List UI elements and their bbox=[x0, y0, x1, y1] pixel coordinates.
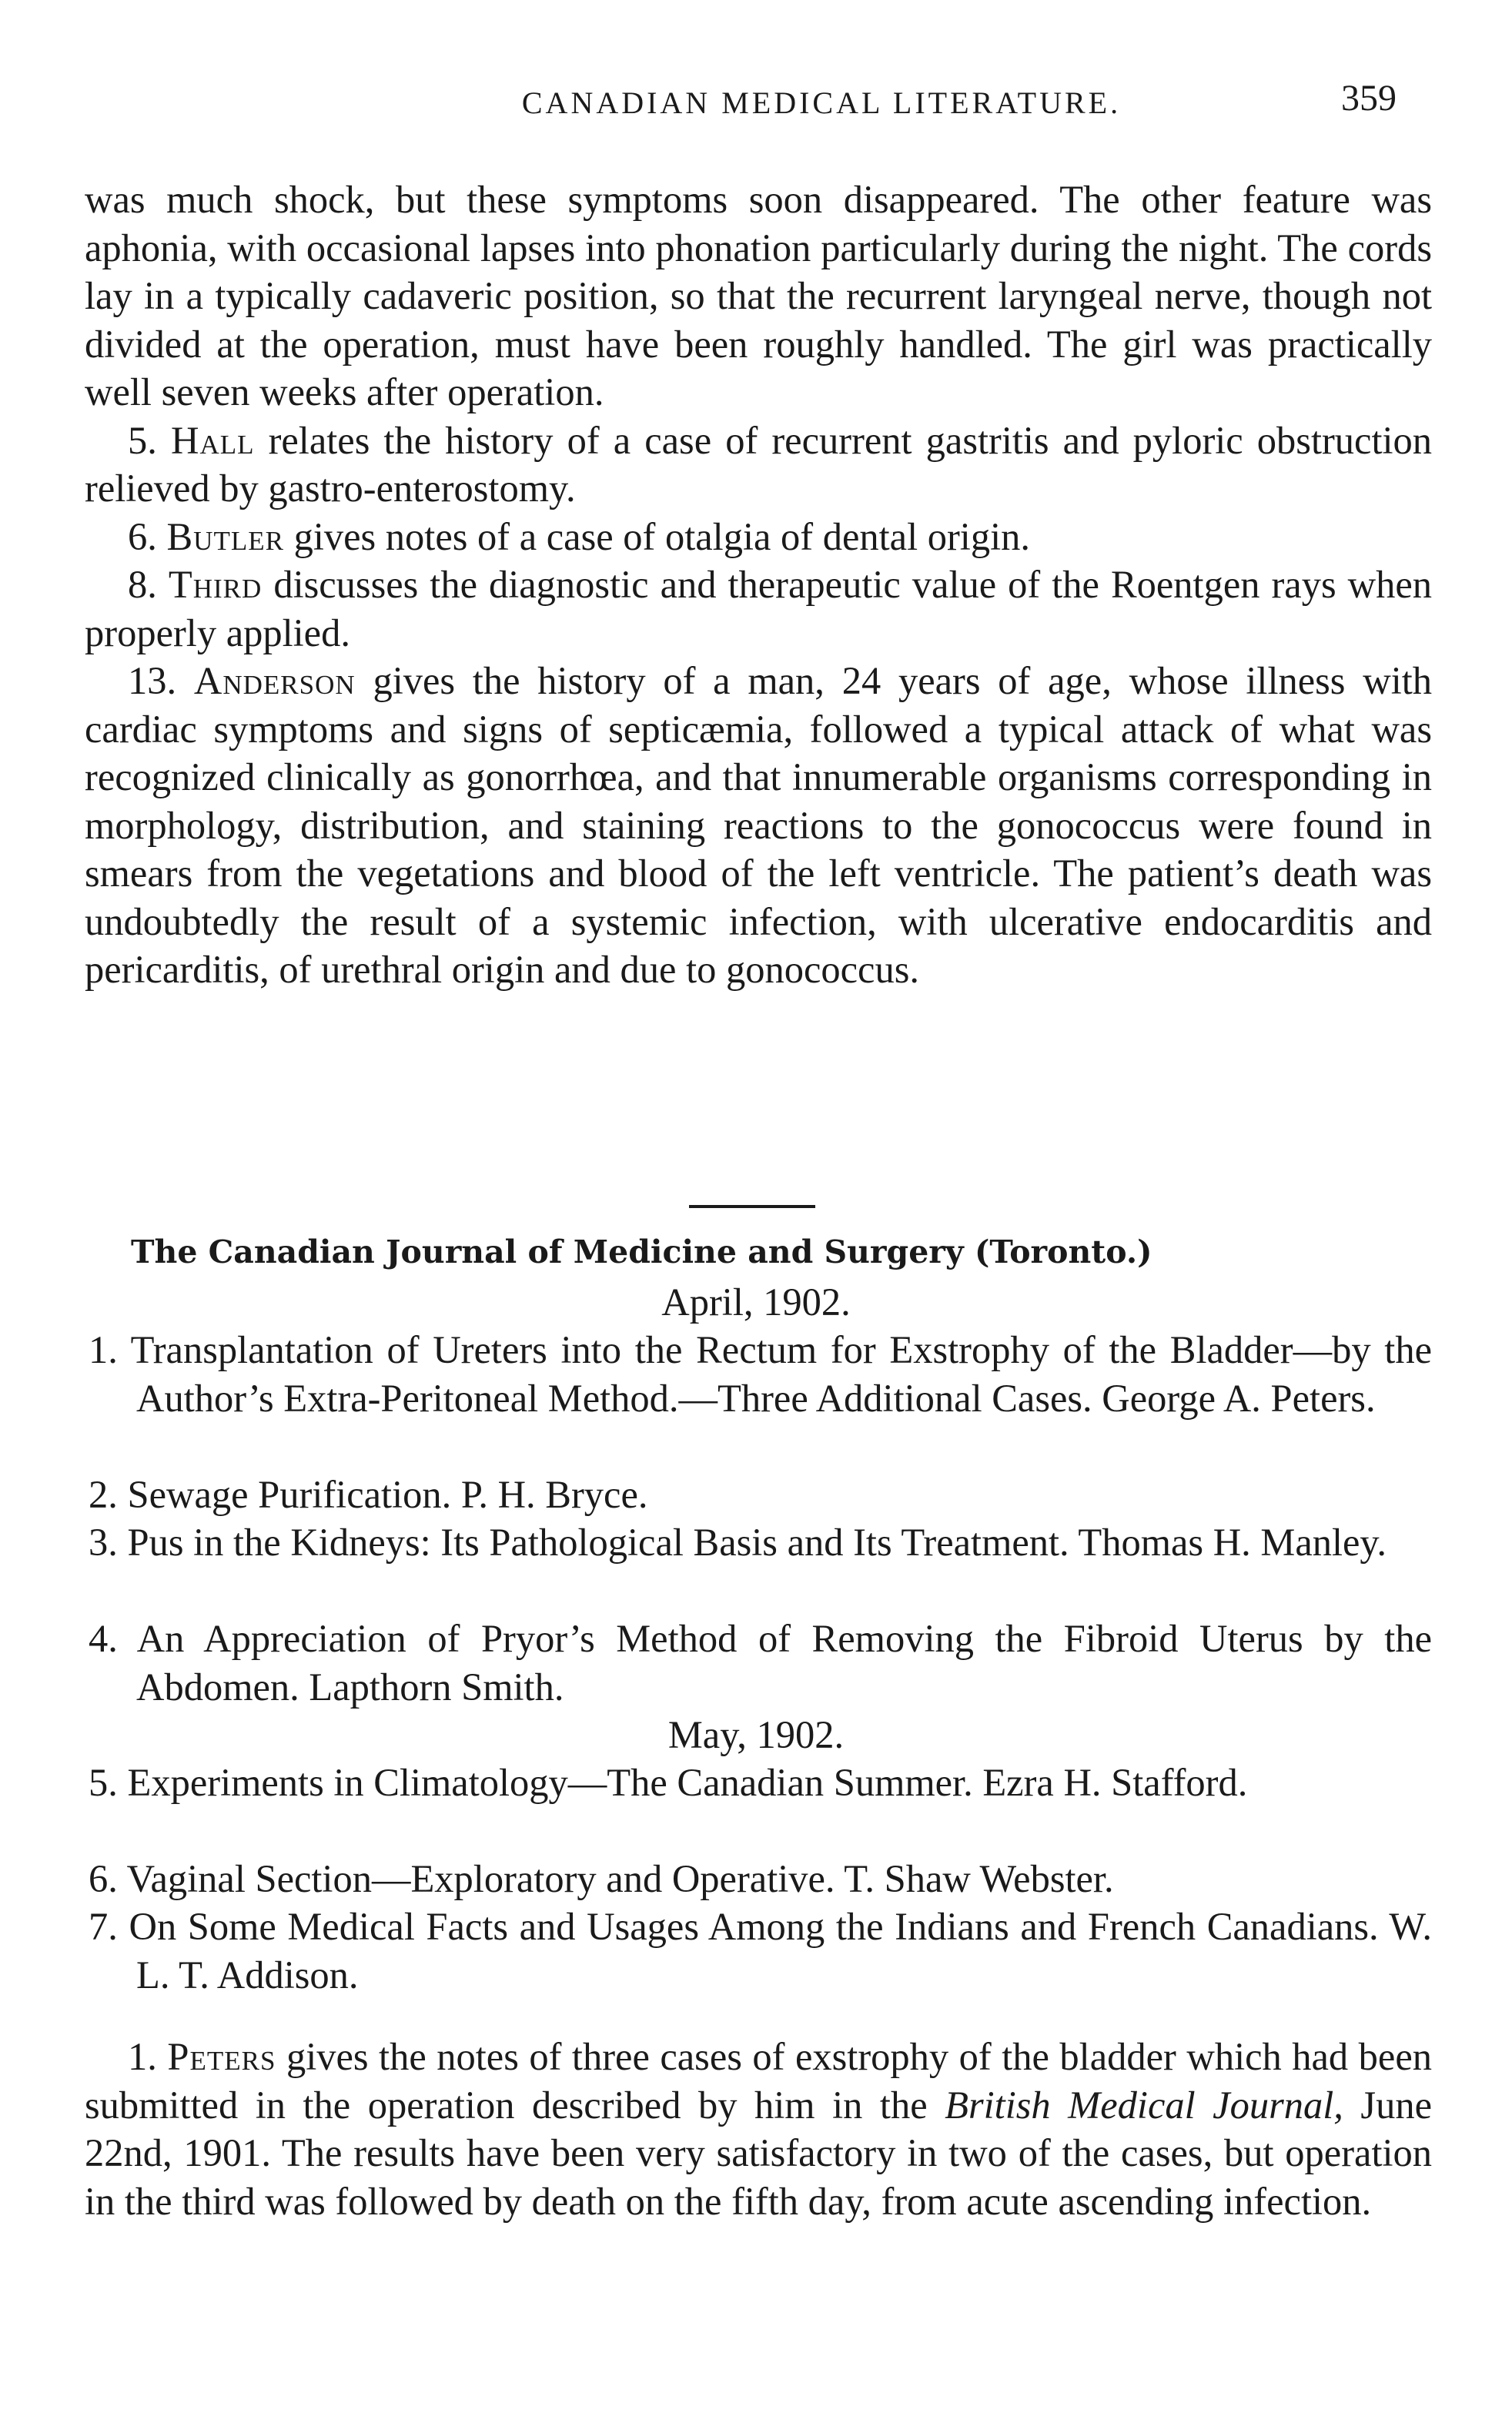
list-item: 3. Pus in the Kidneys: Its Pathological Basis and Its Treatment. Thomas H. Manley. bbox=[89, 1521, 1387, 1564]
list-item: 4. An Appreciation of Pryor’s Method of Removing the Fibroid Uterus by the Abdomen. Lapthorn Smith. bbox=[89, 1617, 1432, 1709]
date-heading-april: April, 1902. bbox=[661, 1280, 851, 1324]
paragraph-text: gives the notes of three cases of exstrophy of the bladder which had been submitted in the operation described by him in the bbox=[85, 2035, 1433, 2127]
page-number: 359 bbox=[1341, 78, 1397, 119]
continued-paragraph: was much shock, but these symptoms soon disappeared. The other feature was aphonia, with occasional lapses into phonation particularly during the night. The cords lay in a typically cadaveric position, so that the recurrent laryngeal nerve, though not divided at the operation, must have been roughly handled. The girl was practically well seven weeks after operation. bbox=[85, 178, 1432, 413]
paragraph-number: 8. bbox=[128, 563, 157, 606]
paragraph-text: discusses the diagnostic and therapeutic value of the Roentgen rays when properly applied. bbox=[85, 563, 1433, 654]
author-name: Peters bbox=[167, 2035, 276, 2078]
paragraph-text: gives the history of a man, 24 years of age, whose illness with cardiac symptoms and signs of septicæmia, followed a typical attack of what was recognized clinically as gonorrhœa, and that innumerable organisms corresponding in morphology, distribution, and staining reactions to the gonococcus were found in smears from the vegetations and blood of the left ventricle. The patient’s death was undoubtedly the result of a systemic infection, with ulcerative endocarditis and pericarditis, of urethral origin and due to gonococcus. bbox=[85, 659, 1433, 991]
paragraph-number: 13. bbox=[128, 659, 177, 702]
author-name: Hall bbox=[170, 418, 255, 462]
list-item: 5. Experiments in Climatology—The Canadian Summer. Ezra H. Stafford. bbox=[89, 1761, 1248, 1804]
paragraph-number: 1. bbox=[128, 2035, 157, 2078]
paragraph-number: 6. bbox=[128, 514, 157, 558]
paragraph-8 bbox=[85, 561, 1432, 657]
date-heading-may: May, 1902. bbox=[667, 1713, 845, 1756]
paragraph-6 bbox=[85, 513, 1432, 561]
journal-title: The Canadian Journal of Medicine and Surgery (Toronto.) bbox=[131, 1233, 1152, 1270]
author-name: Butler bbox=[166, 514, 284, 558]
paragraph-1 bbox=[85, 2033, 1432, 2225]
paragraph-text: June 22nd, 1901. The results have been very satisfactory in two of the cases, but operation in the third was followed by death on the fifth day, from acute ascending infection. bbox=[85, 2083, 1432, 2223]
paragraph-text: relates the history of a case of recurrent gastritis and pyloric obstruction relieved by gastro-enterostomy. bbox=[85, 418, 1433, 510]
paragraph-5 bbox=[85, 417, 1432, 513]
author-name: Anderson bbox=[193, 659, 356, 702]
list-item: 1. Transplantation of Ureters into the Rectum for Exstrophy of the Bladder—by the Author’s Extra-Peritoneal Method.—Three Additional Cases. George A. Peters. bbox=[89, 1328, 1432, 1420]
author-name: Third bbox=[168, 563, 263, 606]
list-item: 7. On Some Medical Facts and Usages Among the Indians and French Canadians. W. L. T. Addison. bbox=[89, 1905, 1433, 1997]
paragraph-number: 5. bbox=[128, 418, 157, 462]
top-text-block bbox=[85, 176, 1432, 994]
paragraph-text: gives notes of a case of otalgia of dental origin. bbox=[293, 514, 1030, 558]
running-head: CANADIAN MEDICAL LITERATURE. bbox=[521, 85, 1122, 120]
list-item: 2. Sewage Purification. P. H. Bryce. bbox=[89, 1473, 648, 1516]
bottom-text-block bbox=[85, 2033, 1432, 2225]
paragraph-13 bbox=[85, 657, 1432, 994]
journal-reference: British Medical Journal, bbox=[945, 2083, 1343, 2127]
section-divider bbox=[689, 1205, 815, 1208]
page-header bbox=[185, 77, 1427, 131]
list-item: 6. Vaginal Section—Exploratory and Operative. T. Shaw Webster. bbox=[89, 1857, 1114, 1900]
